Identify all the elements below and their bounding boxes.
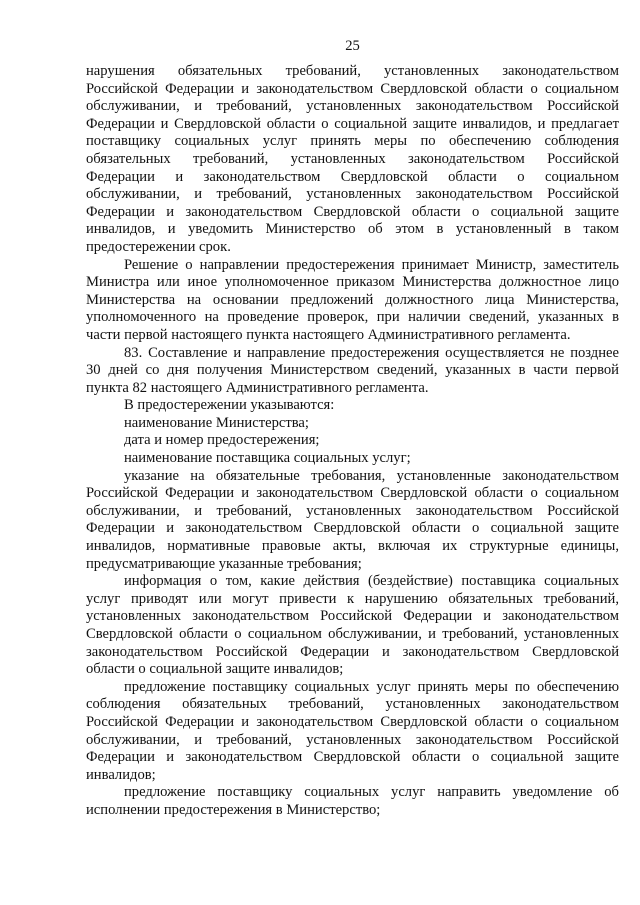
text-line: соблюдения обязательных требований, установленных законодательством	[86, 696, 619, 713]
text-line: обслуживании, и требований, установленных законодательством Российской	[86, 502, 619, 519]
document-body	[86, 63, 619, 820]
text-line: предложение поставщику социальных услуг направить уведомление об	[124, 784, 619, 801]
text-line: Свердловской области о социальном обслуживании, и требований, установленных	[86, 626, 619, 642]
text-line: наименование поставщика социальных услуг;	[124, 450, 411, 467]
text-line: 83. Составление и направление предостережения осуществляется не позднее	[124, 344, 619, 361]
paragraph	[86, 784, 619, 819]
text-line: предостережении срок.	[86, 238, 231, 255]
paragraph	[86, 468, 619, 574]
paragraph	[86, 257, 619, 345]
text-line: Российской Федерации и законодательством Свердловской области о социальном	[86, 713, 619, 730]
text-line: установленных законодательством Российской Федерации и законодательством	[86, 608, 619, 625]
text-line: информация о том, какие действия (бездействие) поставщика социальных	[124, 573, 619, 590]
text-line: инвалидов, нормативные правовые акты, включая их структурные единицы,	[86, 538, 619, 555]
text-line: инвалидов, и уведомить Министерство об этом в установленный в таком	[86, 221, 619, 238]
text-line: Федерации и законодательством Свердловской области о социальной защите	[86, 203, 619, 220]
text-line: наименование Министерства;	[124, 414, 309, 431]
text-line: обслуживании, и требований, установленных законодательством Российской	[86, 186, 619, 203]
text-line: Федерации и законодательством Свердловской области о социальном	[86, 168, 619, 185]
paragraph	[86, 345, 619, 398]
paragraph	[86, 573, 619, 679]
paragraph	[86, 63, 619, 257]
text-line: Федерации и законодательством Свердловской области о социальной защите	[86, 749, 619, 766]
text-line: Решение о направлении предостережения принимает Министр, заместитель	[124, 256, 619, 273]
page-number: 25	[345, 38, 360, 54]
text-line: Федерации и законодательством Свердловской области о социальной защите	[86, 520, 619, 537]
paragraph	[86, 397, 619, 415]
text-line: Министерства на основании предложений должностного лица Министерства,	[86, 291, 619, 308]
paragraph	[86, 679, 619, 785]
text-line: обслуживании, и требований, установленных законодательством Российской	[86, 731, 619, 748]
text-line: поставщику социальных услуг принять меры по обеспечению соблюдения	[86, 133, 619, 150]
text-line: В предостережении указываются:	[124, 397, 335, 414]
text-line: предложение поставщику социальных услуг принять меры по обеспечению	[124, 678, 619, 695]
text-line: услуг приводят или могут привести к нарушению обязательных требований,	[86, 590, 619, 607]
text-line: законодательством Российской Федерации и законодательством Свердловской	[86, 643, 619, 660]
text-line: пункта 82 настоящего Административного регламента.	[86, 379, 429, 396]
text-line: нарушения обязательных требований, установленных законодательством	[86, 63, 619, 79]
text-line: исполнении предостережения в Министерство;	[86, 801, 381, 818]
text-line: дата и номер предостережения;	[124, 432, 320, 449]
text-line: Российской Федерации и законодательством Свердловской области о социальном	[86, 80, 619, 97]
text-line: 30 дней со дня получения Министерством сведений, указанных в части первой	[86, 362, 619, 379]
paragraph	[86, 450, 619, 468]
text-line: части первой настоящего пункта настоящего Административного регламента.	[86, 326, 571, 343]
paragraph	[86, 432, 619, 450]
text-line: Российской Федерации и законодательством Свердловской области о социальном	[86, 485, 619, 502]
text-line: уполномоченного на проведение проверок, при наличии сведений, указанных в	[86, 309, 619, 326]
text-line: Федерации и Свердловской области о социальной защите инвалидов, и предлагает	[86, 115, 619, 132]
text-line: предусматривающие указанные требования;	[86, 555, 362, 572]
text-line: Министра или иное уполномоченное приказом Министерства должностное лицо	[86, 274, 619, 291]
paragraph	[86, 415, 619, 433]
text-line: обязательных требований, установленных законодательством Российской	[86, 150, 619, 167]
text-line: обслуживании, и требований, установленных законодательством Российской	[86, 98, 619, 115]
text-line: указание на обязательные требования, установленные законодательством	[124, 467, 619, 484]
text-line: инвалидов;	[86, 766, 156, 783]
text-line: области о социальной защите инвалидов;	[86, 661, 344, 678]
